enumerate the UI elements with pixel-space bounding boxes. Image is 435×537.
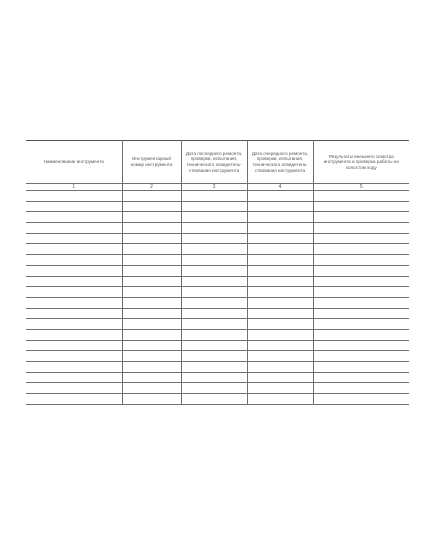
table-cell[interactable] [122,372,181,383]
table-cell[interactable] [122,308,181,319]
table-cell[interactable] [313,372,409,383]
table-cell[interactable] [122,212,181,223]
column-number: 1 [26,184,122,191]
instrument-log-table [26,140,409,405]
column-number-row [26,184,409,191]
table-cell[interactable] [313,308,409,319]
table-cell[interactable] [313,287,409,298]
table-cell[interactable] [26,383,122,394]
table-cell[interactable] [181,372,247,383]
table-cell[interactable] [181,223,247,234]
table-cell[interactable] [181,287,247,298]
table-cell[interactable] [122,319,181,330]
table-cell[interactable] [122,287,181,298]
column-number: 3 [181,184,247,191]
table-cell[interactable] [247,265,313,276]
table-cell[interactable] [247,212,313,223]
table-row [26,255,409,266]
table-cell[interactable] [247,191,313,202]
table-cell[interactable] [181,255,247,266]
table-cell[interactable] [181,340,247,351]
table-cell[interactable] [122,329,181,340]
table-cell[interactable] [181,308,247,319]
table-cell[interactable] [181,351,247,362]
header-inspection-results: Результаты внешнего осмотра инструмента и проверка работы на холостом ходу [313,141,409,184]
table-cell[interactable] [122,362,181,373]
table-row [26,340,409,351]
table-cell[interactable] [247,223,313,234]
table-cell[interactable] [313,191,409,202]
table-cell[interactable] [26,394,122,405]
table-cell[interactable] [26,319,122,330]
table-cell[interactable] [26,265,122,276]
table-cell[interactable] [122,383,181,394]
table-row [26,244,409,255]
table-cell[interactable] [122,223,181,234]
table-cell[interactable] [26,276,122,287]
table-cell[interactable] [313,394,409,405]
table-cell[interactable] [122,244,181,255]
table-row [26,351,409,362]
table-row [26,223,409,234]
table-cell[interactable] [313,340,409,351]
table-cell[interactable] [313,212,409,223]
table-cell[interactable] [26,372,122,383]
table-cell[interactable] [181,265,247,276]
table-cell[interactable] [26,308,122,319]
table-cell[interactable] [122,233,181,244]
table-row [26,372,409,383]
table-cell[interactable] [26,297,122,308]
column-number: 5 [313,184,409,191]
header-instrument-number: Инструментарный номер инструмента [122,141,181,184]
table-cell[interactable] [313,276,409,287]
table-cell[interactable] [247,308,313,319]
table-cell[interactable] [26,340,122,351]
table-cell[interactable] [313,329,409,340]
table-cell[interactable] [313,319,409,330]
column-number: 2 [122,184,181,191]
table-cell[interactable] [122,191,181,202]
column-number: 4 [247,184,313,191]
table-cell[interactable] [26,255,122,266]
table-cell[interactable] [26,329,122,340]
table-row [26,319,409,330]
table-cell[interactable] [181,233,247,244]
table-cell[interactable] [26,223,122,234]
table-row [26,276,409,287]
table-cell[interactable] [247,362,313,373]
table-cell[interactable] [181,394,247,405]
table-row [26,287,409,298]
table-cell[interactable] [122,351,181,362]
table-row [26,233,409,244]
table-cell[interactable] [181,383,247,394]
table-cell[interactable] [26,351,122,362]
table-row [26,362,409,373]
table-cell[interactable] [247,351,313,362]
table-cell[interactable] [247,394,313,405]
table-cell[interactable] [26,233,122,244]
table-cell[interactable] [26,244,122,255]
table-cell[interactable] [181,329,247,340]
table-row [26,329,409,340]
table-cell[interactable] [122,201,181,212]
table-cell[interactable] [181,191,247,202]
table-body [26,191,409,405]
table-cell[interactable] [313,351,409,362]
table-cell[interactable] [313,233,409,244]
header-next-inspection-date: Дата очередного ремонта, проверки, испытания, технического освидетель-ствования инструмента [247,141,313,184]
table-cell[interactable] [247,276,313,287]
table-row [26,297,409,308]
table-header-row [26,141,409,184]
table-row [26,265,409,276]
table-cell[interactable] [313,255,409,266]
table-cell[interactable] [247,329,313,340]
header-last-inspection-date: Дата последнего ремонта, проверки, испытания, технического освидетель-ствования инструмента [181,141,247,184]
table-cell[interactable] [122,297,181,308]
table-row [26,212,409,223]
table-cell[interactable] [26,212,122,223]
table-cell[interactable] [26,362,122,373]
header-instrument-name: Наименование инструмента [26,141,122,184]
table-cell[interactable] [181,276,247,287]
table-cell[interactable] [247,383,313,394]
table-cell[interactable] [247,297,313,308]
table-cell[interactable] [313,201,409,212]
table-cell[interactable] [247,287,313,298]
table-cell[interactable] [122,265,181,276]
table-row [26,383,409,394]
table-cell[interactable] [313,223,409,234]
table-cell[interactable] [181,362,247,373]
table-cell[interactable] [181,297,247,308]
table-cell[interactable] [26,191,122,202]
table-cell[interactable] [26,287,122,298]
table-cell[interactable] [247,244,313,255]
table-cell[interactable] [181,212,247,223]
table-cell[interactable] [247,233,313,244]
table-cell[interactable] [181,319,247,330]
table-cell[interactable] [247,201,313,212]
table-row [26,201,409,212]
table-cell[interactable] [313,244,409,255]
table-cell[interactable] [313,265,409,276]
table-cell[interactable] [313,362,409,373]
table-cell[interactable] [247,372,313,383]
table-cell[interactable] [122,276,181,287]
table-cell[interactable] [247,319,313,330]
table-cell[interactable] [247,255,313,266]
table-cell[interactable] [122,340,181,351]
table-row [26,191,409,202]
table-cell[interactable] [122,394,181,405]
table-row [26,394,409,405]
table-cell[interactable] [313,297,409,308]
table-row [26,308,409,319]
table-cell[interactable] [122,255,181,266]
table-cell[interactable] [247,340,313,351]
table-cell[interactable] [181,244,247,255]
table-cell[interactable] [313,383,409,394]
table-cell[interactable] [26,201,122,212]
table-cell[interactable] [181,201,247,212]
